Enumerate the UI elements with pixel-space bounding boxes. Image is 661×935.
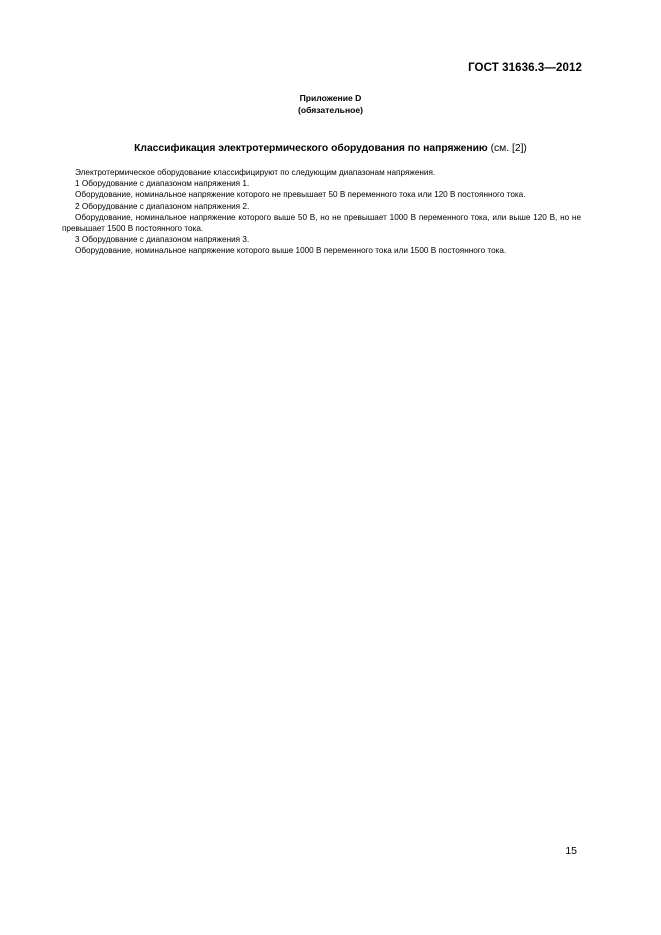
body-text <box>62 167 581 257</box>
paragraph-range-3-text: Оборудование, номинальное напряжение которого выше 1000 В переменного тока или 1500 В постоянного тока. <box>75 246 507 256</box>
paragraph-range-3-heading: 3 Оборудование с диапазоном напряжения 3. <box>75 235 250 245</box>
paragraph-intro: Электротермическое оборудование классифицируют по следующим диапазонам напряжения. <box>75 168 436 177</box>
page-number: 15 <box>565 845 577 857</box>
paragraph-range-1-heading: 1 Оборудование с диапазоном напряжения 1. <box>75 179 250 189</box>
paragraph-range-2-heading: 2 Оборудование с диапазоном напряжения 2. <box>75 201 250 211</box>
annex-title: Приложение D <box>299 93 362 103</box>
section-title-reference: (см. [2]) <box>490 143 527 154</box>
section-title-text: Классификация электротермического оборудования по напряжению <box>134 143 488 154</box>
paragraph-range-1-text: Оборудование, номинальное напряжение которого не превышает 50 В переменного тока или 120 В постоянного тока. <box>75 190 526 200</box>
annex-status: (обязательное) <box>297 105 364 115</box>
annex-header <box>0 92 661 116</box>
paragraph-range-2-text: Оборудование, номинальное напряжение которого выше 50 В, но не превышает 1000 В переменного тока, или выше 120 В, но не превышает 1500 В постоянного тока. <box>62 212 581 234</box>
document-code: ГОСТ 31636.3—2012 <box>468 62 582 74</box>
section-title <box>0 142 661 156</box>
